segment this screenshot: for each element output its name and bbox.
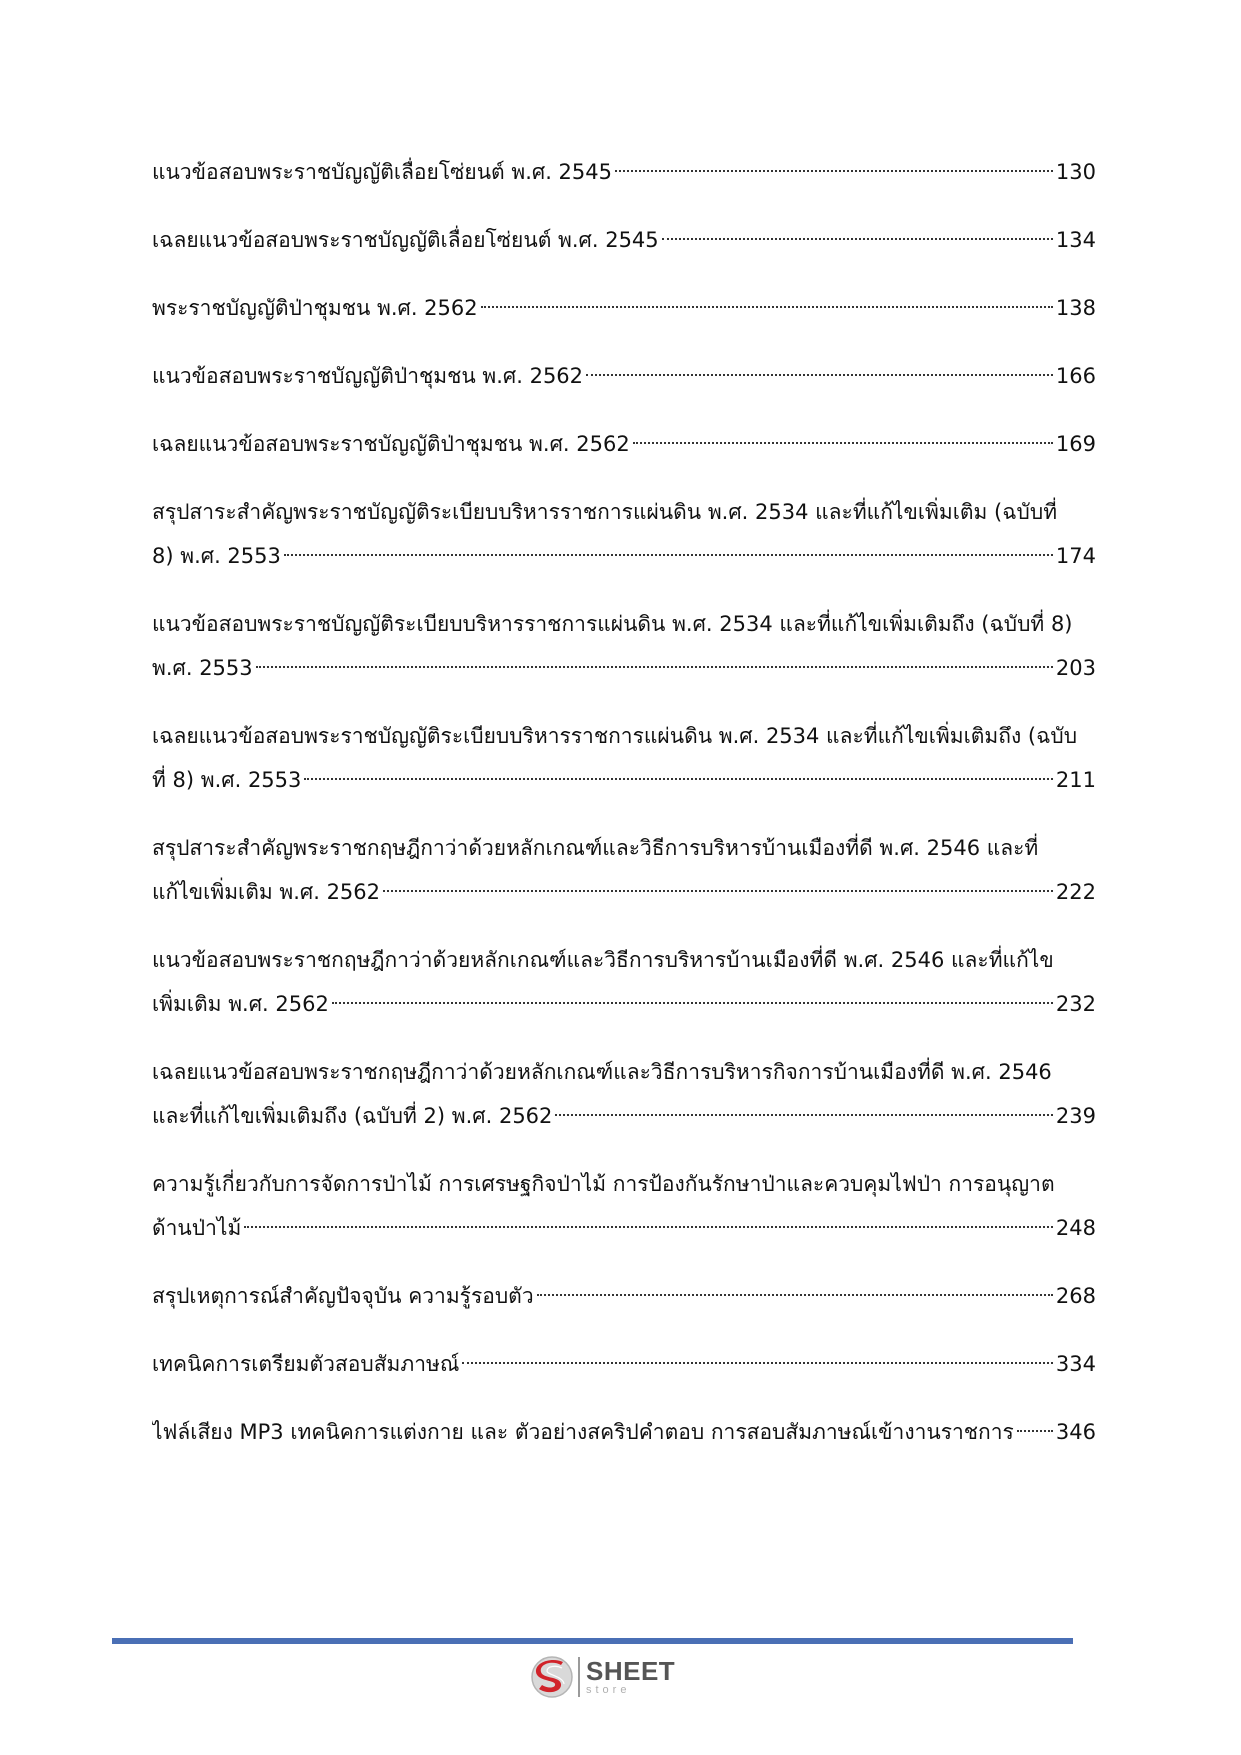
- logo-divider: [578, 1657, 580, 1697]
- toc-entry-title: ด้านป่าไม้: [152, 1216, 242, 1240]
- toc-page-number: 138: [1055, 296, 1096, 320]
- toc-page-number: 346: [1055, 1420, 1096, 1444]
- dot-leader: [537, 1294, 1053, 1296]
- toc-entry-title: เฉลยแนวข้อสอบพระราชบัญญัติเลื่อยโซ่ยนต์ พ.ศ. 2545: [152, 228, 659, 252]
- sheet-logo-icon: [530, 1654, 574, 1700]
- toc-entry-title-line: แนวข้อสอบพระราชกฤษฎีกาว่าด้วยหลักเกณฑ์และวิธีการบริหารบ้านเมืองที่ดี พ.ศ. 2546 และที่แก้ไข: [152, 948, 1054, 972]
- dot-leader: [332, 1002, 1053, 1004]
- toc-entry-title: สรุปเหตุการณ์สำคัญปัจจุบัน ความรู้รอบตัว: [152, 1284, 534, 1308]
- toc-page-number: 203: [1055, 656, 1096, 680]
- sheet-store-logo: [530, 1652, 675, 1702]
- toc-entry: [152, 286, 1096, 330]
- toc-entry-title-line: เฉลยแนวข้อสอบพระราชบัญญัติระเบียบบริหารราชการแผ่นดิน พ.ศ. 2534 และที่แก้ไขเพิ่มเติมถึง (ฉบับ: [152, 724, 1078, 748]
- toc-entry-title: เพิ่มเติม พ.ศ. 2562: [152, 992, 329, 1016]
- dot-leader: [244, 1226, 1053, 1228]
- toc-entry-last-line: [152, 150, 1096, 194]
- toc-page-number: 248: [1055, 1216, 1096, 1240]
- toc-entry: [152, 490, 1096, 578]
- toc-entry-last-line: [152, 870, 1096, 914]
- dot-leader: [383, 890, 1053, 892]
- dot-leader: [284, 554, 1053, 556]
- toc-entry-last-line: [152, 354, 1096, 398]
- toc-page-number: 239: [1055, 1104, 1096, 1128]
- logo-text: [586, 1658, 675, 1696]
- toc-page-number: 166: [1055, 364, 1096, 388]
- toc-page-number: 222: [1055, 880, 1096, 904]
- toc-entry-last-line: [152, 646, 1096, 690]
- toc-entry-last-line: [152, 1342, 1096, 1386]
- dot-leader: [586, 374, 1053, 376]
- toc-entry-title-line: เฉลยแนวข้อสอบพระราชกฤษฎีกาว่าด้วยหลักเกณฑ์และวิธีการบริหารกิจการบ้านเมืองที่ดี พ.ศ. 2546: [152, 1060, 1052, 1084]
- toc-entry-title: พระราชบัญญัติป่าชุมชน พ.ศ. 2562: [152, 296, 478, 320]
- toc-entry-title: แนวข้อสอบพระราชบัญญัติป่าชุมชน พ.ศ. 2562: [152, 364, 584, 388]
- toc-page-number: 211: [1055, 768, 1096, 792]
- dot-leader: [555, 1114, 1053, 1116]
- footer-rule: [112, 1638, 1073, 1644]
- toc-entry: [152, 1274, 1096, 1318]
- table-of-contents: [152, 150, 1096, 1478]
- toc-entry-last-line: [152, 982, 1096, 1026]
- dot-leader: [304, 778, 1053, 780]
- toc-entry: [152, 714, 1096, 802]
- dot-leader: [615, 170, 1053, 172]
- toc-entry-last-line: [152, 1410, 1096, 1454]
- dot-leader: [1017, 1430, 1053, 1432]
- toc-entry-title: เทคนิคการเตรียมตัวสอบสัมภาษณ์: [152, 1352, 460, 1376]
- toc-entry-title: เฉลยแนวข้อสอบพระราชบัญญัติป่าชุมชน พ.ศ. 2562: [152, 432, 630, 456]
- toc-entry-title: แนวข้อสอบพระราชบัญญัติเลื่อยโซ่ยนต์ พ.ศ. 2545: [152, 160, 613, 184]
- toc-page-number: 169: [1055, 432, 1096, 456]
- toc-page-number: 130: [1055, 160, 1096, 184]
- dot-leader: [256, 666, 1053, 668]
- toc-entry-last-line: [152, 218, 1096, 262]
- logo-wordmark: SHEET: [586, 1656, 676, 1686]
- toc-entry-title-line: แนวข้อสอบพระราชบัญญัติระเบียบบริหารราชการแผ่นดิน พ.ศ. 2534 และที่แก้ไขเพิ่มเติมถึง (ฉบับที่ 8): [152, 612, 1073, 636]
- toc-entry: [152, 422, 1096, 466]
- toc-entry: [152, 1342, 1096, 1386]
- toc-page-number: 268: [1055, 1284, 1096, 1308]
- toc-entry-title: 8) พ.ศ. 2553: [152, 544, 281, 568]
- toc-entry: [152, 150, 1096, 194]
- toc-entry-last-line: [152, 534, 1096, 578]
- toc-page-number: 334: [1055, 1352, 1096, 1376]
- toc-entry-title: ที่ 8) พ.ศ. 2553: [152, 768, 302, 792]
- dot-leader: [462, 1362, 1053, 1364]
- toc-page-number: 174: [1055, 544, 1096, 568]
- toc-entry-title: แก้ไขเพิ่มเติม พ.ศ. 2562: [152, 880, 381, 904]
- toc-entry-title-line: ความรู้เกี่ยวกับการจัดการป่าไม้ การเศรษฐกิจป่าไม้ การป้องกันรักษาป่าและควบคุมไฟป่า การอนุญาต: [152, 1172, 1055, 1196]
- toc-entry: [152, 1050, 1096, 1138]
- dot-leader: [633, 442, 1053, 444]
- toc-entry: [152, 602, 1096, 690]
- toc-entry-last-line: [152, 422, 1096, 466]
- toc-entry: [152, 938, 1096, 1026]
- toc-entry-last-line: [152, 1094, 1096, 1138]
- toc-entry: [152, 354, 1096, 398]
- dot-leader: [662, 238, 1053, 240]
- toc-entry-title: และที่แก้ไขเพิ่มเติมถึง (ฉบับที่ 2) พ.ศ. 2562: [152, 1104, 553, 1128]
- toc-entry-title: พ.ศ. 2553: [152, 656, 253, 680]
- toc-entry: [152, 1162, 1096, 1250]
- toc-page-number: 232: [1055, 992, 1096, 1016]
- toc-entry-last-line: [152, 286, 1096, 330]
- dot-leader: [481, 306, 1053, 308]
- toc-entry-last-line: [152, 1274, 1096, 1318]
- toc-entry-last-line: [152, 1206, 1096, 1250]
- toc-entry-last-line: [152, 758, 1096, 802]
- toc-page-number: 134: [1055, 228, 1096, 252]
- toc-entry: [152, 218, 1096, 262]
- toc-entry-title-line: สรุปสาระสำคัญพระราชกฤษฎีกาว่าด้วยหลักเกณฑ์และวิธีการบริหารบ้านเมืองที่ดี พ.ศ. 2546 และที่: [152, 836, 1039, 860]
- toc-entry-title: ไฟล์เสียง MP3 เทคนิคการแต่งกาย และ ตัวอย่างสคริปคำตอบ การสอบสัมภาษณ์เข้างานราชการ: [152, 1420, 1014, 1444]
- toc-entry: [152, 1410, 1096, 1454]
- toc-entry-title-line: สรุปสาระสำคัญพระราชบัญญัติระเบียบบริหารราชการแผ่นดิน พ.ศ. 2534 และที่แก้ไขเพิ่มเติม (ฉบับที่: [152, 500, 1058, 524]
- toc-entry: [152, 826, 1096, 914]
- logo-subtext: store: [586, 1684, 631, 1696]
